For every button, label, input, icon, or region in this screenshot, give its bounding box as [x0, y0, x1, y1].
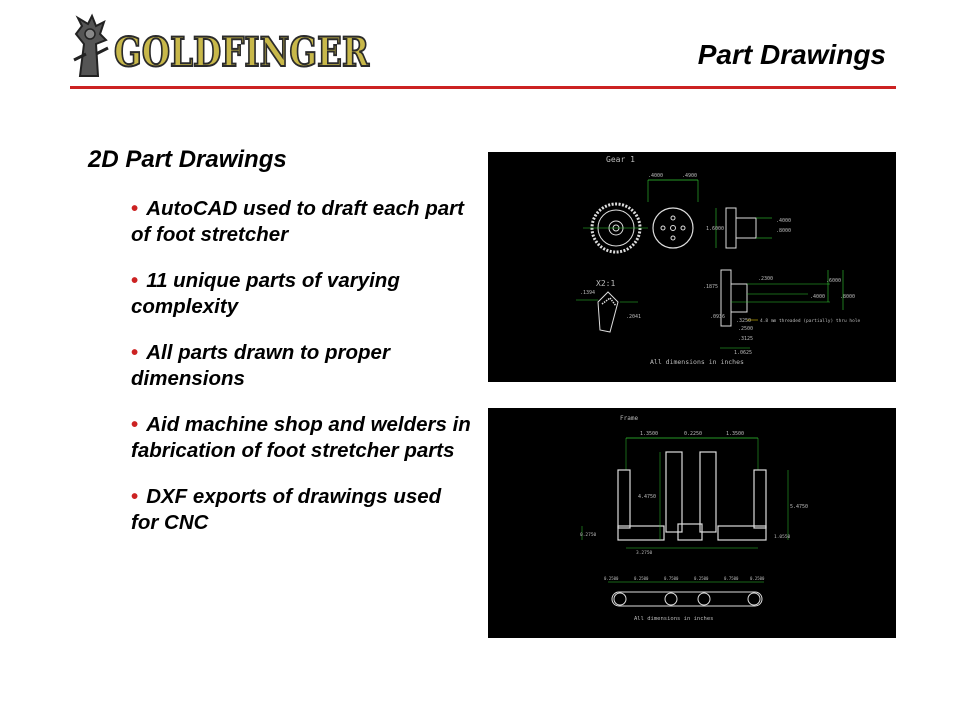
svg-text:1.6000: 1.6000 — [706, 226, 725, 232]
svg-text:.2300: .2300 — [758, 276, 774, 282]
gear-drawing-note: All dimensions in inches — [650, 358, 744, 366]
svg-text:0.2500: 0.2500 — [604, 576, 619, 581]
list-item: • 11 unique parts of varying complexity — [131, 269, 400, 318]
gear-drawing-title: Gear 1 — [606, 155, 635, 164]
gear-face-view — [583, 204, 648, 252]
svg-text:X2:1: X2:1 — [596, 279, 616, 288]
svg-text:.4000: .4000 — [648, 173, 664, 179]
section-heading: 2D Part Drawings — [88, 146, 287, 173]
svg-text:0.2750: 0.2750 — [580, 533, 597, 538]
header-divider — [70, 86, 896, 89]
list-item: • AutoCAD used to draft each part of foot stretcher — [131, 197, 464, 246]
svg-text:0.7500: 0.7500 — [664, 576, 679, 581]
svg-text:.6000: .6000 — [826, 278, 842, 284]
frame-drawing-title: Frame — [620, 415, 639, 422]
svg-text:.2041: .2041 — [626, 314, 642, 320]
svg-text:.1875: .1875 — [703, 284, 719, 290]
svg-text:.2500: .2500 — [738, 326, 754, 332]
svg-text:.4000: .4000 — [810, 294, 826, 300]
svg-text:.0936: .0936 — [710, 314, 726, 320]
svg-text:.1394: .1394 — [580, 290, 596, 296]
svg-text:0.2250: 0.2250 — [684, 431, 703, 437]
chain-view — [604, 576, 765, 606]
svg-text:3.2750: 3.2750 — [636, 551, 653, 556]
list-item: • DXF exports of drawings used for CNC — [131, 485, 442, 534]
svg-text:1.0625: 1.0625 — [734, 350, 753, 356]
svg-text:.3250: .3250 — [736, 318, 752, 324]
svg-text:.3125: .3125 — [738, 336, 754, 342]
frame-drawing-note: All dimensions in inches — [634, 616, 714, 622]
svg-text:.4000: .4000 — [776, 218, 792, 224]
page-title: Part Drawings — [697, 39, 886, 70]
svg-text:0.2500: 0.2500 — [634, 576, 649, 581]
logo-figure-icon — [74, 16, 108, 76]
frame-drawing-image — [488, 408, 896, 638]
svg-text:.8000: .8000 — [840, 294, 856, 300]
gear-hub-view — [653, 208, 693, 248]
gear-drawing-image — [488, 152, 896, 382]
bullet-list — [131, 196, 471, 556]
svg-text:1.3500: 1.3500 — [640, 431, 659, 437]
svg-text:5.4750: 5.4750 — [790, 504, 809, 510]
svg-text:4.4750: 4.4750 — [638, 494, 657, 500]
svg-text:.8000: .8000 — [776, 228, 792, 234]
gear-side-view — [706, 208, 791, 248]
list-item: • All parts drawn to proper dimensions — [131, 341, 390, 390]
bullet-icon: • — [131, 413, 139, 436]
svg-text:.4900: .4900 — [682, 173, 698, 179]
logo-wordmark: GOLDFINGER — [114, 29, 370, 76]
gear-section-view — [703, 270, 861, 356]
svg-text:4.8 mm threaded (partially) th: 4.8 mm threaded (partially) thru hole — [760, 319, 861, 324]
goldfinger-logo — [66, 14, 376, 84]
gear-detail-view — [576, 279, 641, 332]
bullet-icon: • — [131, 269, 139, 292]
svg-text:0.2500: 0.2500 — [750, 576, 765, 581]
bullet-icon: • — [131, 485, 139, 508]
bullet-icon: • — [131, 197, 139, 220]
bullet-icon: • — [131, 341, 139, 364]
list-item: • Aid machine shop and welders in fabrication of foot stretcher parts — [131, 413, 471, 462]
svg-text:1.0550: 1.0550 — [774, 535, 791, 540]
svg-text:0.2500: 0.2500 — [694, 576, 709, 581]
svg-text:1.3500: 1.3500 — [726, 431, 745, 437]
svg-text:0.7500: 0.7500 — [724, 576, 739, 581]
